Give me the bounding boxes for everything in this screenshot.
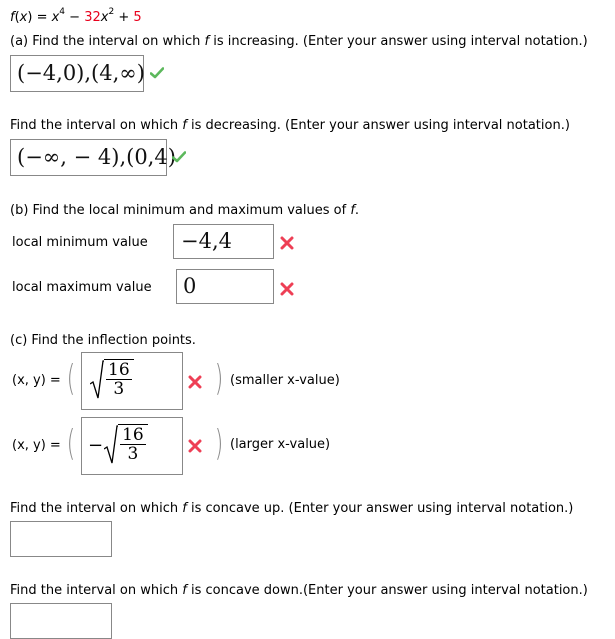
- inflection-point-2-input[interactable]: [81, 417, 183, 475]
- decreasing-prompt: Find the interval on which f is decreasing. (Enter your answer using interval notation.): [10, 118, 570, 133]
- increasing-answer-input[interactable]: [10, 55, 144, 92]
- sqrt-icon: [90, 360, 104, 400]
- decreasing-answer-input[interactable]: [10, 139, 176, 176]
- constant-5: 5: [133, 10, 142, 25]
- check-icon: [172, 150, 186, 164]
- exponent-2: 2: [108, 7, 115, 17]
- xy-label: (x, y) =: [12, 438, 61, 453]
- concave-down-prompt: Find the interval on which f is concave down.(Enter your answer using interval notation.): [10, 583, 588, 598]
- concave-up-input[interactable]: [10, 521, 112, 557]
- close-paren: ): [214, 423, 224, 464]
- local-min-value: −4,4: [181, 229, 232, 253]
- part-c-prompt: (c) Find the inflection points.: [10, 333, 196, 348]
- sqrt-expression: $\frac{16}{3}$: [90, 360, 134, 400]
- x-mark-icon: [188, 375, 202, 389]
- exponent-4: 4: [59, 7, 66, 17]
- check-icon: [150, 66, 164, 80]
- larger-x-note: (larger x-value): [230, 437, 331, 452]
- part-b-prompt: (b) Find the local minimum and maximum values of f.: [10, 203, 360, 218]
- xy-label: (x, y) =: [12, 373, 61, 388]
- coefficient-32: 32: [84, 10, 101, 25]
- local-max-input[interactable]: [176, 269, 274, 304]
- x-mark-icon: [280, 236, 294, 250]
- local-min-label: local minimum value: [12, 235, 148, 250]
- sqrt-expression: − $\frac{16}{3}$: [88, 425, 148, 465]
- local-max-value: 0: [183, 274, 197, 298]
- open-paren: (: [66, 423, 76, 464]
- decreasing-answer-value: (−∞, − 4),(0,4): [17, 145, 176, 169]
- concave-up-prompt: Find the interval on which f is concave up. (Enter your answer using interval notation.): [10, 501, 574, 516]
- x-mark-icon: [188, 439, 202, 453]
- inflection-point-1-input[interactable]: [81, 352, 183, 410]
- increasing-answer-value: (−4,0),(4,∞): [17, 61, 145, 85]
- function-definition: $f(x) = x^4 - 32x^2 + 5$: [10, 7, 142, 25]
- open-paren: (: [66, 358, 76, 399]
- close-paren: ): [214, 358, 224, 399]
- part-a-prompt: (a) Find the interval on which f is increasing. (Enter your answer using interval notation.): [10, 34, 588, 49]
- smaller-x-note: (smaller x-value): [230, 373, 340, 388]
- concave-down-input[interactable]: [10, 603, 112, 639]
- local-max-label: local maximum value: [12, 280, 152, 295]
- x-mark-icon: [280, 282, 294, 296]
- sqrt-icon: [104, 425, 118, 465]
- local-min-input[interactable]: [173, 224, 274, 259]
